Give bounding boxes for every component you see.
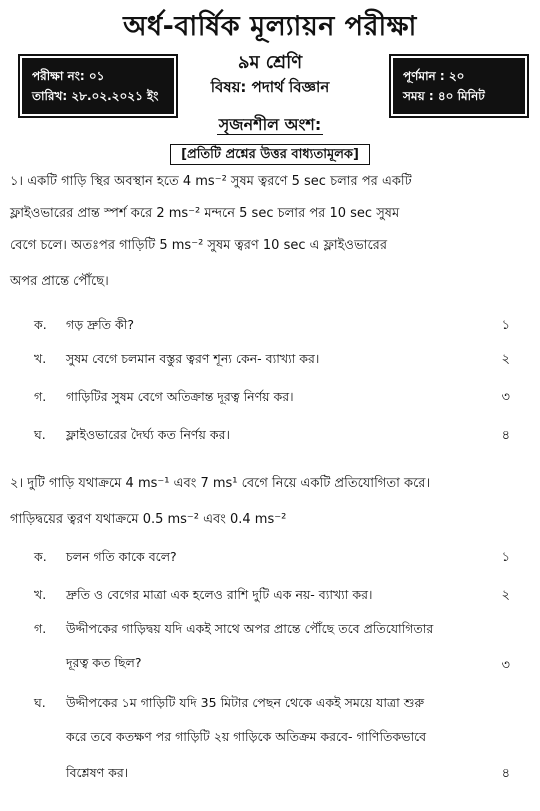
- part-label: খ.: [34, 351, 47, 366]
- section-heading: [0, 112, 540, 139]
- q2-part-d-cont-2: [34, 764, 504, 782]
- part-text: করে তবে কতক্ষণ পর গাড়িটি ২য় গাড়িকে অতিক্রম করবে- গাণিতিকভাবে: [66, 729, 427, 744]
- part-text: সুষম বেগে চলমান বস্তুর ত্বরণ শূন্য কেন- ব্যাখ্যা কর।: [66, 351, 320, 366]
- q2-stem-line-1: ২। দুটি গাড়ি যথাক্রমে 4 ms⁻¹ এবং 7 ms¹ বেগে নিয়ে একটি প্রতিযোগিতা করে।: [10, 476, 431, 491]
- exam-number: পরীক্ষা নং: ০১: [32, 69, 105, 83]
- q2-part-c-mark: ৩: [501, 658, 510, 673]
- marks-time-box: [393, 58, 525, 114]
- q1-stem-line-4: অপর প্রান্তে পৌঁছে।: [10, 274, 109, 289]
- instruction: [প্রতিটি প্রশ্নের উত্তর বাধ্যতামূলক]: [170, 144, 370, 165]
- full-marks: পূর্ণমান : ২০: [403, 69, 465, 83]
- q1-part-b: [34, 350, 504, 368]
- part-label: ঘ.: [34, 427, 46, 442]
- q1-part-a: [34, 316, 504, 334]
- exam-date: তারিখ: ২৮.০২.২০২১ ইং: [32, 89, 159, 103]
- part-text: বিশ্লেষণ কর।: [66, 765, 129, 780]
- part-text: গাড়িটির সুষম বেগে অতিক্রান্ত দূরত্ব নির্ণয় কর।: [66, 389, 294, 404]
- q2-part-d-mark: ৪: [501, 766, 510, 781]
- q1-stem-line-2: ফ্লাইওভারের প্রান্ত স্পর্শ করে 2 ms⁻² মন্দনে 5 sec চলার পর 10 sec সুষম: [10, 206, 400, 221]
- q2-part-a: [34, 548, 504, 566]
- part-label: খ.: [34, 587, 47, 602]
- q1-part-c: [34, 388, 504, 406]
- q1-stem-line-1: ১। একটি গাড়ি স্থির অবস্থান হতে 4 ms⁻² সুষম ত্বরণে 5 sec চলার পর একটি: [10, 174, 412, 189]
- q2-part-b-mark: ২: [501, 588, 510, 603]
- q1-part-a-mark: ১: [501, 318, 510, 333]
- q2-part-c-cont: [34, 654, 504, 672]
- q2-part-d-cont: [34, 728, 504, 746]
- q2-part-a-mark: ১: [501, 550, 510, 565]
- part-label: গ.: [34, 621, 47, 636]
- part-text: উদ্দীপকের ১ম গাড়িটি যদি 35 মিটার পেছন থেকে একই সময়ে যাত্রা শুরু: [66, 695, 425, 710]
- instruction-box: [0, 143, 540, 166]
- q2-part-c: [34, 620, 504, 638]
- part-text: উদ্দীপকের গাড়িদ্বয় যদি একই সাথে অপর প্রান্তে পৌঁছে তবে প্রতিযোগিতার: [66, 621, 434, 636]
- time-allowed: সময় : ৪০ মিনিট: [403, 89, 485, 103]
- q2-stem-line-2: গাড়িদ্বয়ের ত্বরণ যথাক্রমে 0.5 ms⁻² এবং 0.4 ms⁻²: [10, 512, 287, 527]
- part-text: ফ্লাইওভারের দৈর্ঘ্য কত নির্ণয় কর।: [66, 427, 230, 442]
- q1-stem-line-3: বেগে চলে। অতঃপর গাড়িটি 5 ms⁻² সুষম ত্বরণ 10 sec এ ফ্লাইওভারের: [10, 238, 387, 253]
- part-text: গড় দ্রুতি কী?: [66, 317, 134, 332]
- q1-part-b-mark: ২: [501, 352, 510, 367]
- class-name: ৯ম শ্রেণি: [237, 52, 303, 73]
- section-title: সৃজনশীল অংশ:: [218, 115, 322, 134]
- q1-part-c-mark: ৩: [501, 390, 510, 405]
- part-text: দূরত্ব কত ছিল?: [66, 655, 142, 670]
- subject: বিষয়: পদার্থ বিজ্ঞান: [210, 78, 330, 96]
- q2-part-d: [34, 694, 504, 712]
- q1-part-d: [34, 426, 504, 444]
- part-text: দ্রুতি ও বেগের মাত্রা এক হলেও রাশি দুটি এক নয়- ব্যাখ্যা কর।: [66, 587, 373, 602]
- q2-part-b: [34, 586, 504, 604]
- exam-title: অর্ধ-বার্ষিক মূল্যায়ন পরীক্ষা: [123, 11, 417, 42]
- part-text: চলন গতি কাকে বলে?: [66, 549, 177, 564]
- q1-part-d-mark: ৪: [501, 428, 510, 443]
- part-label: গ.: [34, 389, 47, 404]
- part-label: ক.: [34, 317, 47, 332]
- part-label: ক.: [34, 549, 47, 564]
- part-label: ঘ.: [34, 695, 46, 710]
